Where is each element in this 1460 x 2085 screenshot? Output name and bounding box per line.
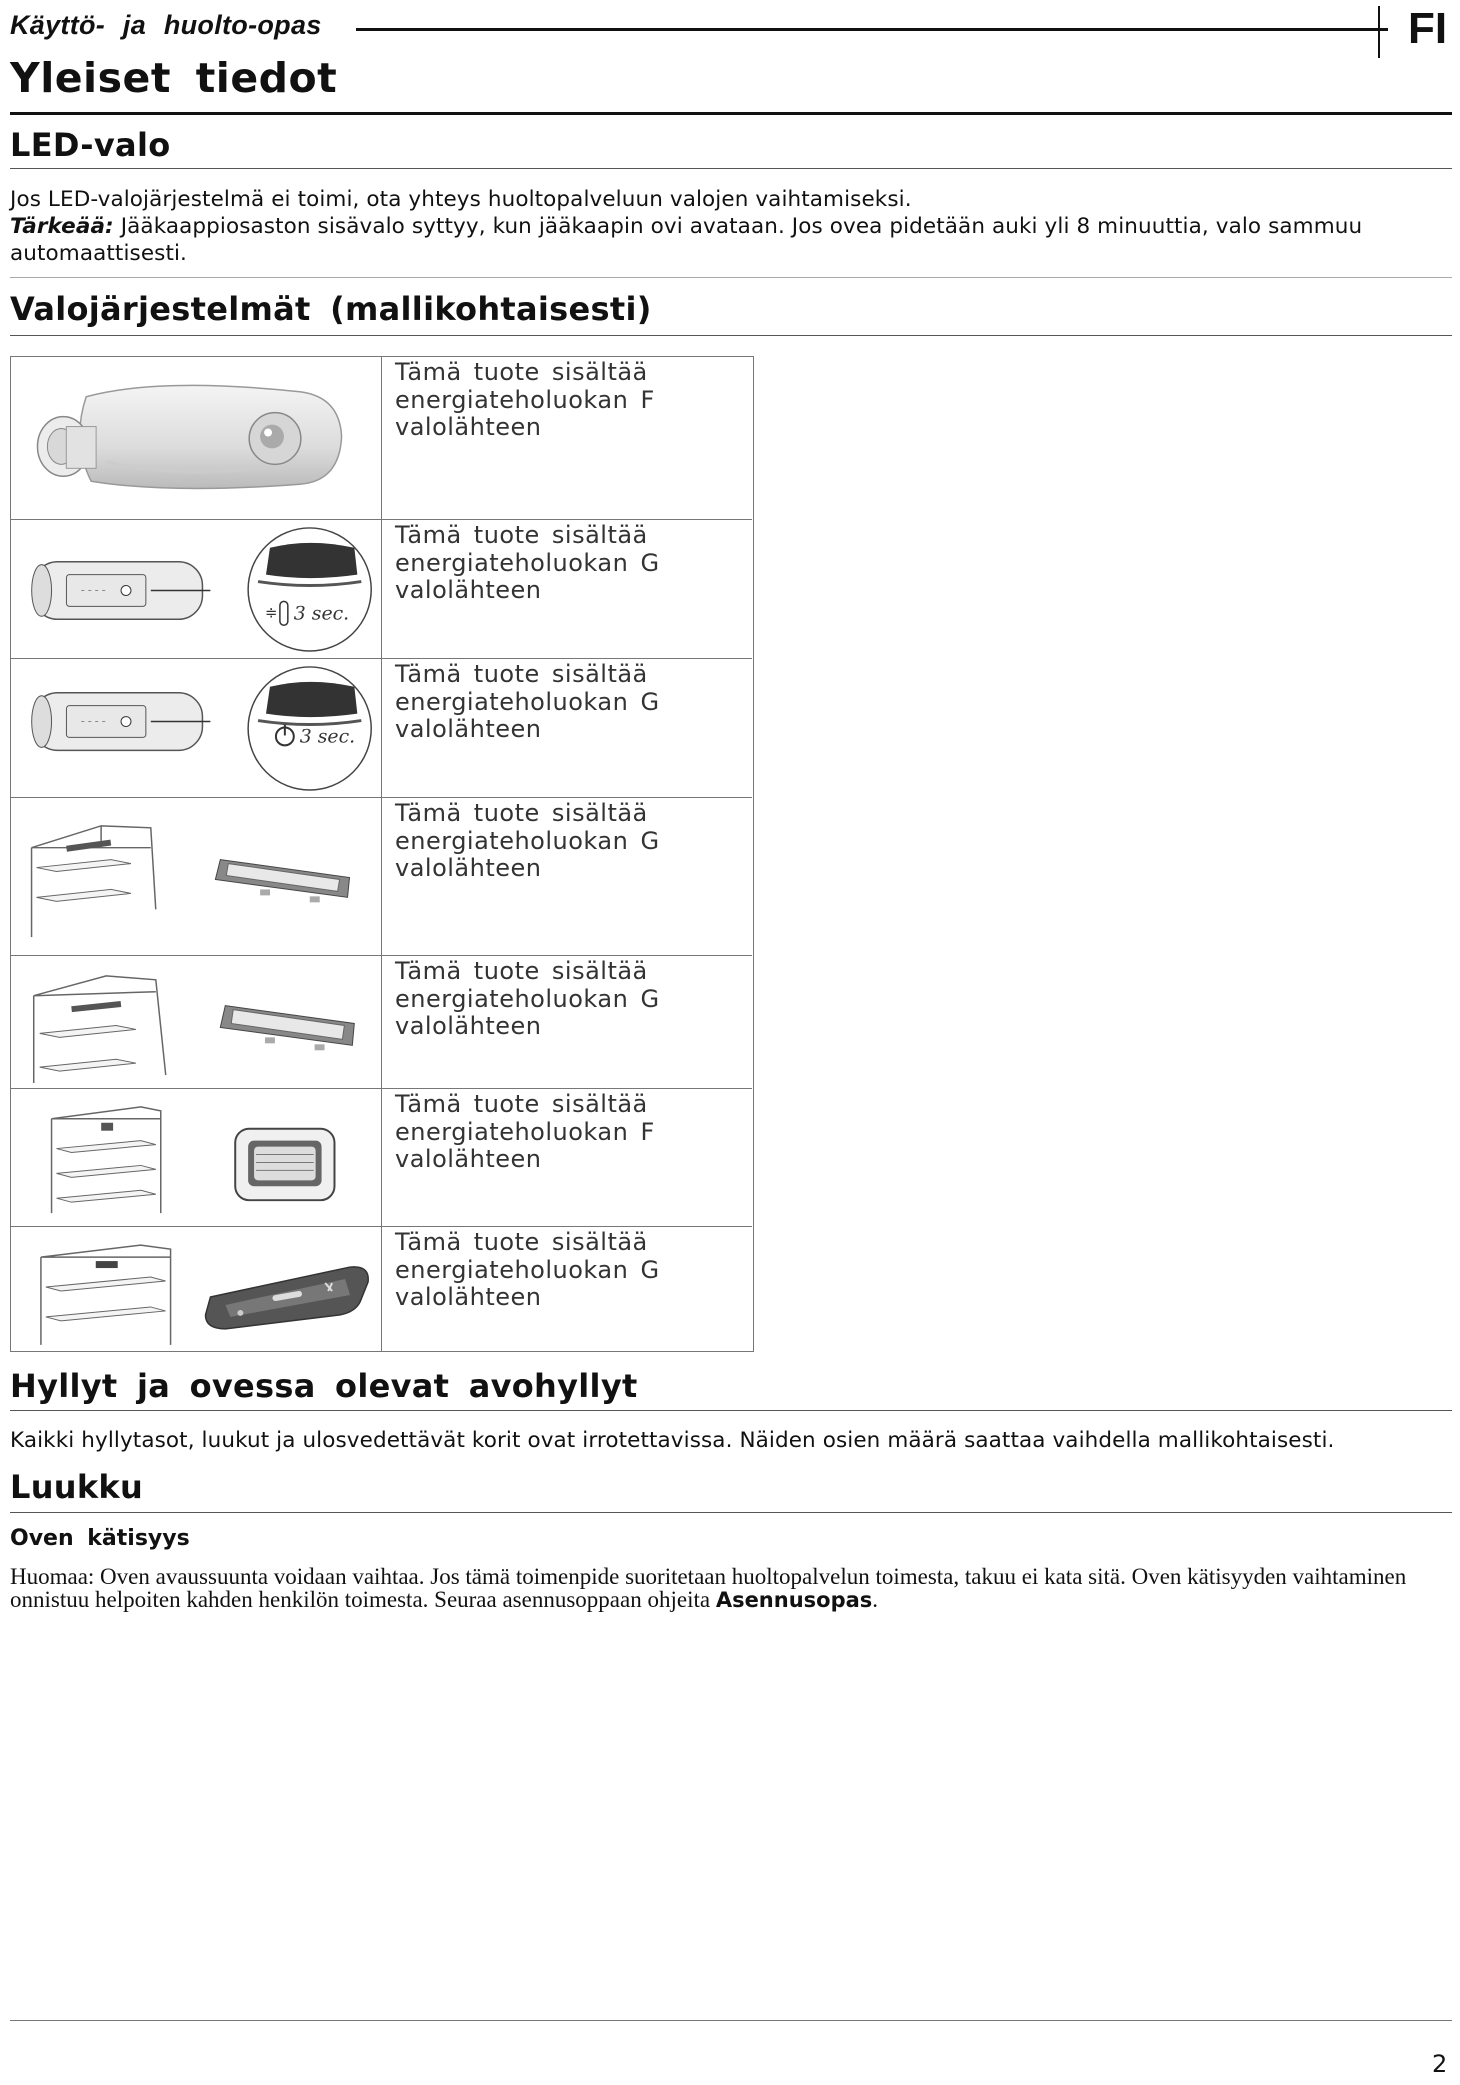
light-info — [395, 1229, 745, 1312]
manual-title: Käyttö- ja huolto-opas — [10, 10, 322, 40]
shelves-rule — [10, 1410, 1452, 1411]
light-info — [395, 800, 745, 883]
led-line1: Jos LED-valojärjestelmä ei toimi, ota yhteys huoltopalveluun valojen vaihtamiseksi. — [10, 187, 912, 212]
lights-rule — [10, 335, 1452, 336]
light-line3: valolähteen — [395, 715, 542, 743]
important-text: Jääkaappiosaston sisävalo syttyy, kun jääkaapin ovi avataan. Jos ovea pidetään auki yli 8 minuuttia, valo sammuu automaattisesti. — [10, 214, 1363, 266]
lights-heading: Valojärjestelmät (mallikohtaisesti) — [10, 290, 652, 328]
table-row — [11, 1089, 752, 1227]
led-heading: LED-valo — [10, 126, 171, 164]
footer-rule — [10, 2020, 1452, 2021]
light-line1: Tämä tuote sisältää — [395, 799, 648, 827]
light-line1: Tämä tuote sisältää — [395, 660, 648, 688]
door-rule — [10, 1512, 1452, 1513]
installation-guide-reference: Asennusopas — [715, 1588, 873, 1612]
light-line1: Tämä tuote sisältää — [395, 1228, 648, 1256]
light-line3: valolähteen — [395, 854, 542, 882]
table-row — [11, 1227, 752, 1351]
svg-text:≑: ≑ — [265, 603, 278, 622]
light-line3: valolähteen — [395, 576, 542, 604]
header-divider — [1378, 6, 1380, 58]
table-row — [11, 357, 752, 520]
door-end: . — [872, 1587, 879, 1612]
language-code: FI — [1408, 4, 1448, 53]
led-rule — [10, 168, 1452, 169]
light-line1: Tämä tuote sisältää — [395, 521, 648, 549]
led-lamp-image — [11, 357, 382, 519]
light-line1: Tämä tuote sisältää — [395, 957, 648, 985]
important-label: Tärkeää: — [10, 214, 114, 239]
light-class: energiateholuokan G — [395, 687, 660, 716]
fridge-top-light-panel-image — [11, 1227, 382, 1351]
fridge-rear-light-image — [11, 1089, 382, 1226]
led-lamp-power-button-image — [11, 659, 382, 797]
table-row — [11, 956, 752, 1089]
light-line3: valolähteen — [395, 1283, 542, 1311]
press-duration-label: 3 sec. — [299, 725, 356, 748]
table-row — [11, 798, 752, 956]
light-info — [395, 522, 745, 605]
fridge-side-light-image — [11, 956, 382, 1088]
page-title: Yleiset tiedot — [10, 54, 338, 102]
fridge-ceiling-light-image — [11, 798, 382, 955]
press-duration-label: 3 sec. — [293, 602, 350, 625]
light-line3: valolähteen — [395, 1012, 542, 1040]
light-systems-table — [10, 356, 754, 1352]
led-lamp-with-button-image — [11, 520, 382, 658]
door-text — [10, 1565, 1450, 1612]
light-line3: valolähteen — [395, 1145, 542, 1173]
light-class: energiateholuokan F — [395, 385, 655, 414]
light-info — [395, 958, 745, 1041]
shelves-text: Kaikki hyllytasot, luukut ja ulosvedettävät korit ovat irrotettavissa. Näiden osien määrä saattaa vaihdella mallikohtaisesti. — [10, 1428, 1335, 1453]
page-header — [10, 4, 1450, 54]
door-heading: Luukku — [10, 1468, 144, 1506]
light-line3: valolähteen — [395, 413, 542, 441]
light-info — [395, 359, 745, 442]
light-class: energiateholuokan G — [395, 548, 660, 577]
light-class: energiateholuokan G — [395, 984, 660, 1013]
title-rule — [10, 112, 1452, 115]
shelves-heading: Hyllyt ja ovessa olevat avohyllyt — [10, 1367, 638, 1405]
light-class: energiateholuokan G — [395, 826, 660, 855]
door-subheading: Oven kätisyys — [10, 1526, 190, 1551]
light-line1: Tämä tuote sisältää — [395, 358, 648, 386]
table-row — [11, 659, 752, 798]
table-row — [11, 520, 752, 659]
page-number: 2 — [1432, 2050, 1448, 2078]
door-note: Huomaa: Oven avaussuunta voidaan vaihtaa. Jos tämä toimenpide suoritetaan huoltopalvelun toimesta, takuu ei kata sitä. Oven kätisyyden vaihtaminen onnistuu helpoiten kahden henkilön toimesta. Seuraa asennusoppaan ohjeita — [10, 1564, 1407, 1612]
header-rule — [356, 28, 1388, 31]
light-info — [395, 661, 745, 744]
light-class: energiateholuokan F — [395, 1117, 655, 1146]
light-class: energiateholuokan G — [395, 1255, 660, 1284]
led-text — [10, 186, 1450, 267]
light-line1: Tämä tuote sisältää — [395, 1090, 648, 1118]
light-info — [395, 1091, 745, 1174]
led-end-rule — [10, 277, 1452, 278]
